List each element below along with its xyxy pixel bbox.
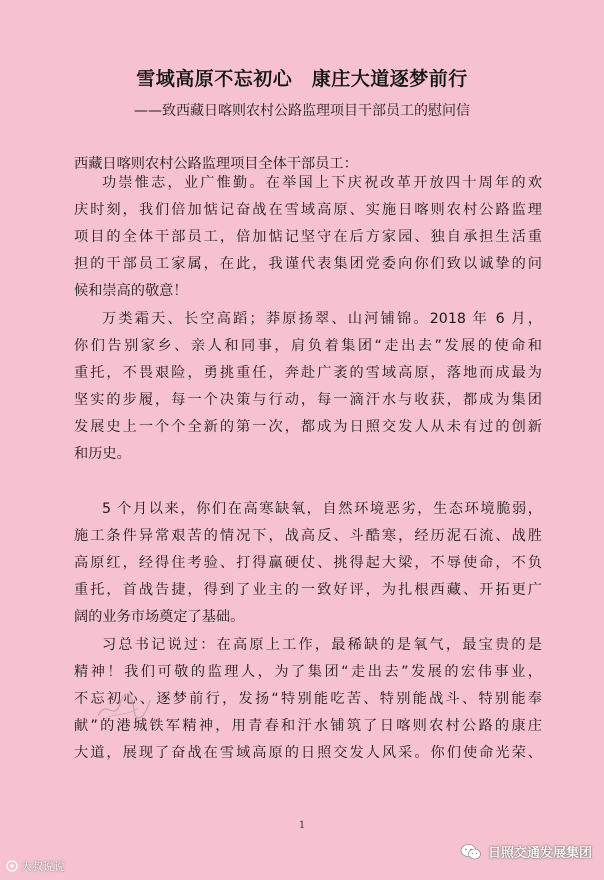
paragraph-line: 万类霜天、长空高蹈；莽原扬翠、山河铺锦。2018 年 6 月，	[102, 311, 542, 327]
paragraph-3	[74, 496, 542, 631]
wechat-icon	[460, 843, 482, 861]
paragraph-line: 5 个月以来，你们在高寒缺氧，自然环境恶劣，生态环境脆弱，	[102, 501, 542, 517]
paragraph-line: 功崇惟志，业广惟勤。在举国上下庆祝改革开放四十周年的欢	[102, 175, 542, 191]
paragraph-line: 施工条件异常艰苦的情况下，战高反、斗酷寒，经历泥石流、战胜	[74, 528, 542, 544]
paragraph-line: 重托，首战告捷，得到了业主的一致好评，为扎根西藏、开拓更广	[74, 582, 542, 598]
paragraph-1	[74, 170, 542, 305]
paragraph-line: 坚实的步履，每一个决策与行动，每一滴汗水与收获，都成为集团	[74, 392, 542, 408]
paragraph-line: 庆时刻，我们倍加惦记奋战在雪域高原、实施日喀则农村公路监理	[74, 202, 542, 218]
paragraph-line: 不忘初心、逐梦前行，发扬“特别能吃苦、特别能战斗、特别能奉	[74, 691, 542, 707]
paragraph-line: 习总书记说过：在高原上工作，最稀缺的是氧气，最宝贵的是	[102, 637, 542, 653]
paragraph-line: 大道，展现了奋战在雪域高原的日照交发人风采。你们使命光荣、	[74, 745, 542, 761]
letter-subtitle: ——致西藏日喀则农村公路监理项目干部员工的慰问信	[134, 103, 470, 119]
letter-title: 雪域高原不忘初心 康庄大道逐梦前行	[136, 68, 468, 90]
pen-scribble-mark	[94, 686, 154, 726]
paragraph-2	[74, 306, 542, 468]
watermark-left-text: 大叔说说	[21, 860, 65, 873]
paragraph-line: 献”的港城铁军精神，用青春和汗水铺筑了日喀则农村公路的康庄	[74, 718, 542, 734]
paragraph-line: 候和崇高的敬意！	[74, 283, 188, 299]
paragraph-line: 阔的业务市场奠定了基础。	[74, 609, 245, 625]
paragraph-line: 项目的全体干部员工，倍加惦记坚守在后方家园、独自承担生活重	[74, 229, 542, 245]
watermark-right-text: 日照交通发展集团	[487, 846, 592, 861]
watermark-right	[460, 842, 592, 861]
paragraph-line: 和历史。	[74, 446, 131, 462]
watermark-left	[6, 858, 65, 874]
paragraph-line: 发展史上一个个全新的第一次，都成为日照交发人从未有过的创新	[74, 419, 542, 435]
paragraph-line: 精神！我们可敬的监理人，为了集团“走出去”发展的宏伟事业，	[74, 664, 542, 680]
letter-salutation: 西藏日喀则农村公路监理项目全体干部员工：	[74, 156, 358, 172]
page-number: 1	[298, 820, 306, 831]
paragraph-line: 重托，不畏艰险，勇挑重任，奔赴广袤的雪域高原，落地而成最为	[74, 365, 542, 381]
paragraph-line: 担的干部员工家属，在此，我谨代表集团党委向你们致以诚挚的问	[74, 256, 542, 272]
paragraph-line: 你们告别家乡、亲人和同事，肩负着集团“走出去”发展的使命和	[74, 338, 542, 354]
paragraph-line: 高原红，经得住考验、打得赢硬仗、挑得起大梁，不辱使命，不负	[74, 555, 542, 571]
weibo-icon	[6, 860, 18, 872]
